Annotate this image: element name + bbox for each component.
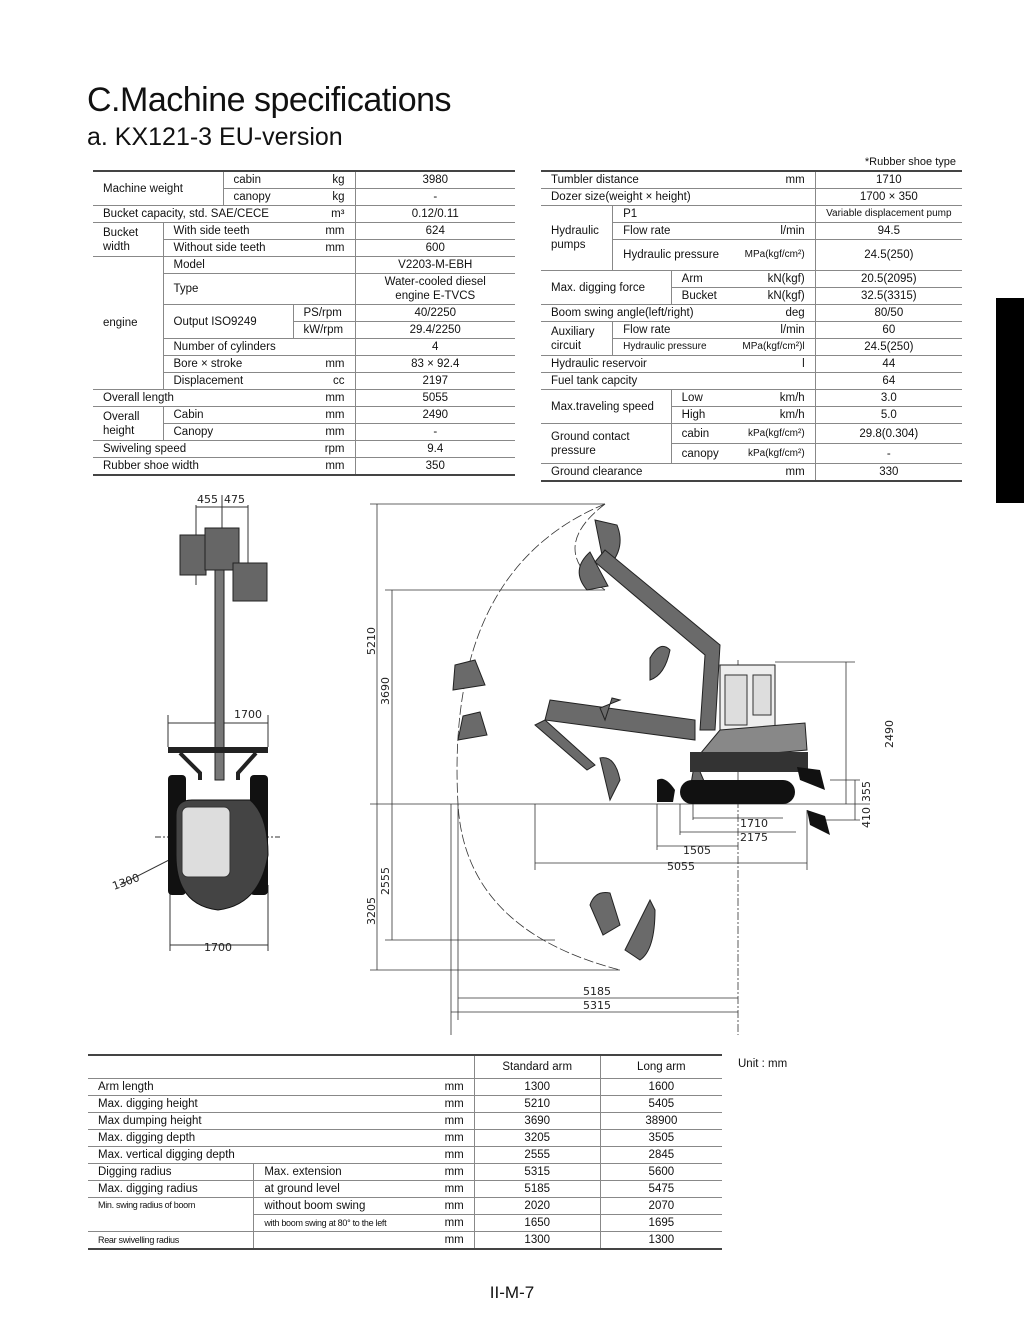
- row-value: 3980: [355, 171, 515, 189]
- row-unit: kPa(kgf/cm²): [732, 444, 815, 464]
- table-row: [541, 356, 962, 373]
- row-label: Max.traveling speed: [541, 390, 671, 424]
- row-long: 1600: [600, 1079, 722, 1096]
- row-label: Auxiliary circuit: [541, 322, 613, 356]
- row-label: Max. digging force: [541, 271, 671, 305]
- row-value: 29.8(0.304): [815, 424, 962, 444]
- table-row: [541, 171, 962, 189]
- row-unit: mm: [293, 407, 355, 424]
- row-label: Bucket width: [93, 223, 163, 257]
- row-label: Tumbler distance: [541, 171, 732, 189]
- row-unit: mm: [411, 1198, 474, 1215]
- table-row: [93, 223, 515, 240]
- row-unit: kN(kgf): [732, 288, 815, 305]
- row-value: 40/2250: [355, 305, 515, 322]
- row-value: 1710: [815, 171, 962, 189]
- row-label: Arm length: [88, 1079, 411, 1096]
- row-label: engine: [93, 257, 163, 390]
- row-value: Water-cooled diesel engine E-TVCS: [355, 274, 515, 305]
- dim-dozer-drop: 410: [860, 807, 873, 828]
- row-label: Max. digging height: [88, 1096, 411, 1113]
- row-sublabel: Arm: [671, 271, 732, 288]
- table-row: [88, 1147, 722, 1164]
- row-unit: kg: [293, 189, 355, 206]
- row-label: Fuel tank capcity: [541, 373, 815, 390]
- row-standard: 5210: [474, 1096, 600, 1113]
- row-long: 38900: [600, 1113, 722, 1130]
- row-sublabel: Model: [163, 257, 355, 274]
- side-view-drawing: [355, 490, 915, 1035]
- row-value: 20.5(2095): [815, 271, 962, 288]
- row-sublabel: [254, 1232, 411, 1250]
- row-unit: kg: [293, 171, 355, 189]
- row-sublabel: Without side teeth: [163, 240, 293, 257]
- row-label: Overall height: [93, 407, 163, 441]
- row-unit: mm: [411, 1079, 474, 1096]
- row-label: Digging radius: [88, 1164, 254, 1181]
- row-sublabel: Cabin: [163, 407, 293, 424]
- dim-max-digging-radius-ground: 5185: [583, 985, 611, 998]
- row-unit: mm: [293, 390, 355, 407]
- section-tab-marker: [996, 298, 1024, 503]
- dim-rear-radius: 1300: [110, 871, 142, 893]
- row-standard: 2020: [474, 1198, 600, 1215]
- row-label: Hydraulic reservoir: [541, 356, 732, 373]
- row-value: 44: [815, 356, 962, 373]
- table-row: [541, 424, 962, 444]
- row-sublabel: cabin: [223, 171, 293, 189]
- table-row: [93, 206, 515, 223]
- row-value: 350: [355, 458, 515, 476]
- row-unit: mm: [411, 1232, 474, 1250]
- row-value: -: [815, 444, 962, 464]
- row-value: V2203-M-EBH: [355, 257, 515, 274]
- dim-track-width: 1700: [204, 941, 232, 954]
- row-label: Rear swivelling radius: [88, 1232, 254, 1250]
- row-value: 9.4: [355, 441, 515, 458]
- spec-table-left: [93, 170, 515, 476]
- row-value: 600: [355, 240, 515, 257]
- rubber-shoe-note: *Rubber shoe type: [864, 156, 956, 168]
- row-unit: mm: [411, 1113, 474, 1130]
- table-row: [541, 305, 962, 322]
- page-subtitle: a. KX121-3 EU-version: [87, 123, 343, 151]
- page-number: II-M-7: [489, 1283, 535, 1302]
- row-standard: 3690: [474, 1113, 600, 1130]
- row-value: -: [355, 189, 515, 206]
- row-value: 1700 × 350: [815, 189, 962, 206]
- row-value: 32.5(3315): [815, 288, 962, 305]
- row-value: 330: [815, 464, 962, 482]
- row-value: 29.4/2250: [355, 322, 515, 339]
- header-standard-arm: Standard arm: [474, 1055, 600, 1079]
- row-sublabel: Flow rate: [613, 322, 733, 339]
- row-sublabel: Bucket: [671, 288, 732, 305]
- row-unit: cc: [293, 373, 355, 390]
- row-unit: mm: [293, 458, 355, 476]
- row-sublabel: P1: [613, 206, 816, 223]
- row-unit: m³: [293, 206, 355, 223]
- table-row: [93, 458, 515, 476]
- row-sublabel: Displacement: [163, 373, 293, 390]
- table-row: [88, 1164, 722, 1181]
- table-row: [541, 322, 962, 339]
- table-row: [541, 464, 962, 482]
- header-long-arm: Long arm: [600, 1055, 722, 1079]
- row-unit: mm: [293, 356, 355, 373]
- row-long: 5475: [600, 1181, 722, 1198]
- dim-dozer-width: 1700: [234, 708, 262, 721]
- row-value: 624: [355, 223, 515, 240]
- spec-table-right: [541, 170, 962, 482]
- row-sublabel: Type: [163, 274, 355, 305]
- dim-dozer-reach: 1505: [683, 844, 711, 857]
- row-sublabel: Output ISO9249: [163, 305, 293, 339]
- row-value: 24.5(250): [815, 240, 962, 271]
- row-label: Ground contact pressure: [541, 424, 671, 464]
- row-long: 5405: [600, 1096, 722, 1113]
- page-title: C.Machine specifications: [87, 81, 452, 119]
- row-sublabel: cabin: [671, 424, 732, 444]
- row-label: Min. swing radius of boom: [88, 1198, 254, 1232]
- top-view-drawing: [100, 485, 300, 965]
- row-label: Dozer size(weight × height): [541, 189, 815, 206]
- row-label: Max. digging depth: [88, 1130, 411, 1147]
- table-row: [541, 390, 962, 407]
- dim-dozer-lift: 355: [860, 781, 873, 802]
- row-value: 80/50: [815, 305, 962, 322]
- row-sublabel: canopy: [671, 444, 732, 464]
- row-unit: l/min: [732, 223, 815, 240]
- row-standard: 2555: [474, 1147, 600, 1164]
- row-value: 64: [815, 373, 962, 390]
- row-unit: kN(kgf): [732, 271, 815, 288]
- row-value: 5.0: [815, 407, 962, 424]
- dim-crawler-length: 2175: [740, 831, 768, 844]
- row-label: Max dumping height: [88, 1113, 411, 1130]
- dim-max-digging-height: 5210: [365, 627, 378, 655]
- row-unit: l/min: [732, 322, 815, 339]
- row-sublabel: Canopy: [163, 424, 293, 441]
- row-unit: MPa(kgf/cm²)l: [732, 339, 815, 356]
- row-sublabel: Max. extension: [254, 1164, 411, 1181]
- row-label: Machine weight: [93, 171, 223, 206]
- row-sublabel: Flow rate: [613, 223, 733, 240]
- table-row: [93, 171, 515, 189]
- dim-overall-length: 5055: [667, 860, 695, 873]
- row-value: 94.5: [815, 223, 962, 240]
- row-value: 2490: [355, 407, 515, 424]
- table-row: [541, 271, 962, 288]
- row-long: 1300: [600, 1232, 722, 1250]
- row-sublabel: Low: [671, 390, 732, 407]
- table-row: [88, 1113, 722, 1130]
- row-value: Variable displacement pump: [815, 206, 962, 223]
- dim-bucket-offset-right: 475: [224, 493, 245, 506]
- table-row: [93, 441, 515, 458]
- row-label: Max. vertical digging depth: [88, 1147, 411, 1164]
- row-long: 1695: [600, 1215, 722, 1232]
- row-label: Hydraulic pumps: [541, 206, 613, 271]
- row-value: 83 × 92.4: [355, 356, 515, 373]
- row-value: 60: [815, 322, 962, 339]
- row-standard: 1300: [474, 1232, 600, 1250]
- row-unit: mm: [293, 223, 355, 240]
- row-sublabel: with boom swing at 80° to the left: [254, 1215, 411, 1232]
- table-row: [541, 189, 962, 206]
- table-row: [88, 1130, 722, 1147]
- row-sublabel: Hydraulic pressure: [613, 240, 733, 271]
- row-unit: mm: [411, 1147, 474, 1164]
- row-unit: mm: [411, 1130, 474, 1147]
- row-label: Boom swing angle(left/right): [541, 305, 732, 322]
- row-standard: 1300: [474, 1079, 600, 1096]
- row-sublabel: Bore × stroke: [163, 356, 293, 373]
- row-unit: mm: [293, 240, 355, 257]
- row-unit: kPa(kgf/cm²): [732, 424, 815, 444]
- table-row: [88, 1181, 722, 1198]
- row-unit: km/h: [732, 390, 815, 407]
- row-value: 5055: [355, 390, 515, 407]
- dim-bucket-offset-left: 455: [197, 493, 218, 506]
- row-sublabel: Hydraulic pressure: [613, 339, 733, 356]
- row-sublabel: at ground level: [254, 1181, 411, 1198]
- table-row: [541, 206, 962, 223]
- row-long: 3505: [600, 1130, 722, 1147]
- table-row: [88, 1198, 722, 1215]
- row-standard: 5315: [474, 1164, 600, 1181]
- row-label: Overall length: [93, 390, 293, 407]
- row-label: Ground clearance: [541, 464, 732, 482]
- row-sublabel: With side teeth: [163, 223, 293, 240]
- table-row: [93, 257, 515, 274]
- header-blank: [88, 1055, 474, 1079]
- row-unit: km/h: [732, 407, 815, 424]
- table-row: [88, 1232, 722, 1250]
- table-row: [93, 407, 515, 424]
- table-header-row: [88, 1055, 722, 1079]
- table-row: [93, 390, 515, 407]
- row-unit: PS/rpm: [293, 305, 355, 322]
- row-unit: mm: [411, 1181, 474, 1198]
- row-unit: rpm: [293, 441, 355, 458]
- row-unit: MPa(kgf/cm²): [732, 240, 815, 271]
- arm-spec-table: [88, 1054, 722, 1250]
- row-value: 3.0: [815, 390, 962, 407]
- row-long: 2845: [600, 1147, 722, 1164]
- row-unit: deg: [732, 305, 815, 322]
- row-value: -: [355, 424, 515, 441]
- row-unit: l: [732, 356, 815, 373]
- row-sublabel: without boom swing: [254, 1198, 411, 1215]
- row-sublabel: canopy: [223, 189, 293, 206]
- row-unit: kW/rpm: [293, 322, 355, 339]
- dim-max-digging-depth: 3205: [365, 897, 378, 925]
- row-unit: mm: [411, 1215, 474, 1232]
- unit-note: Unit : mm: [738, 1058, 788, 1070]
- row-label: Max. digging radius: [88, 1181, 254, 1198]
- row-unit: mm: [293, 424, 355, 441]
- row-label: Bucket capacity, std. SAE/CECE: [93, 206, 293, 223]
- dim-max-vertical-digging-depth: 2555: [379, 867, 392, 895]
- table-row: [88, 1079, 722, 1096]
- row-unit: mm: [732, 171, 815, 189]
- row-standard: 3205: [474, 1130, 600, 1147]
- row-value: 24.5(250): [815, 339, 962, 356]
- row-unit: mm: [732, 464, 815, 482]
- row-long: 5600: [600, 1164, 722, 1181]
- row-long: 2070: [600, 1198, 722, 1215]
- row-standard: 5185: [474, 1181, 600, 1198]
- row-unit: mm: [411, 1164, 474, 1181]
- dim-max-digging-radius: 5315: [583, 999, 611, 1012]
- row-value: 0.12/0.11: [355, 206, 515, 223]
- row-label: Rubber shoe width: [93, 458, 293, 476]
- row-sublabel: High: [671, 407, 732, 424]
- table-row: [88, 1096, 722, 1113]
- row-label: Swiveling speed: [93, 441, 293, 458]
- row-unit: mm: [411, 1096, 474, 1113]
- row-value: 4: [355, 339, 515, 356]
- row-sublabel: Number of cylinders: [163, 339, 355, 356]
- dim-overall-height: 2490: [883, 720, 896, 748]
- dim-tumbler-distance: 1710: [740, 817, 768, 830]
- dim-max-dumping-height: 3690: [379, 677, 392, 705]
- row-value: 2197: [355, 373, 515, 390]
- row-standard: 1650: [474, 1215, 600, 1232]
- table-row: [541, 373, 962, 390]
